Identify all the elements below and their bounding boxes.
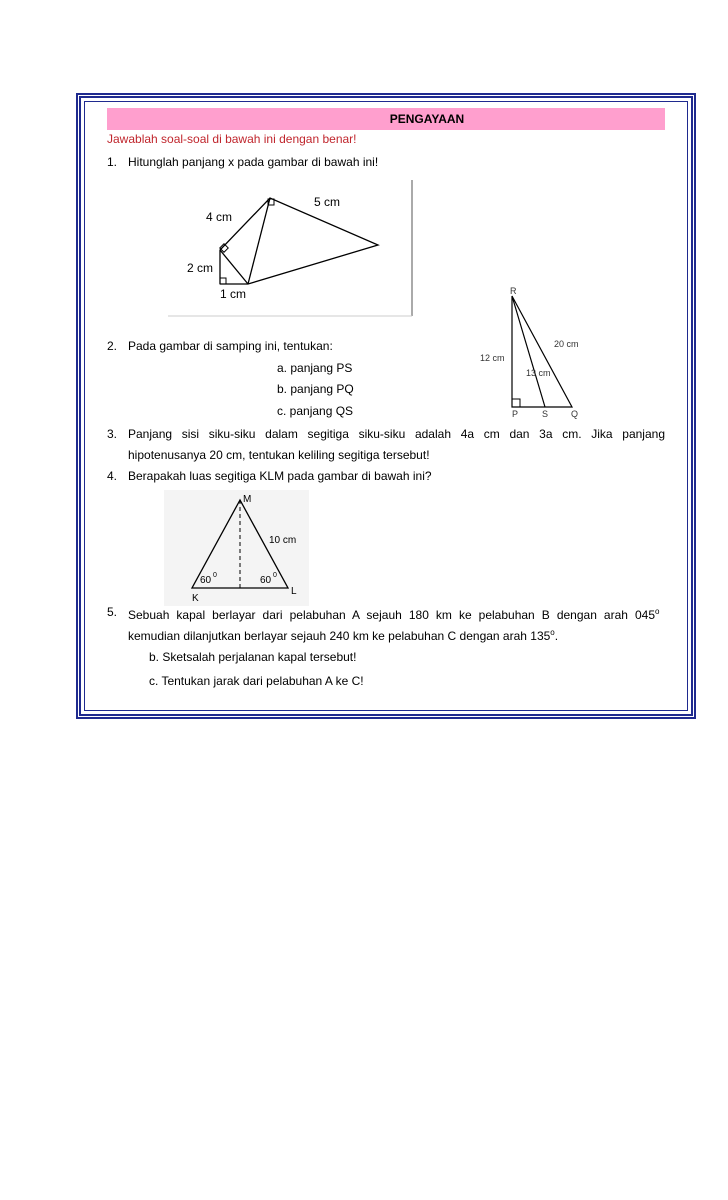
q5-line2-text: kemudian dilanjutkan berlayar sejauh 240 km ke pelabuhan C dengan arah 135 <box>128 629 551 643</box>
q1-label-4cm: 4 cm <box>206 210 233 224</box>
q4-text: Berapakah luas segitiga KLM pada gambar di bawah ini? <box>128 469 432 483</box>
q2-label-Q: Q <box>571 409 579 419</box>
q5-option-b: b. Sketsalah perjalanan kapal tersebut! <box>149 650 357 664</box>
q2-option-a: a. panjang PS <box>277 361 353 375</box>
q1-number: 1. <box>107 155 118 169</box>
q2-right-angle <box>512 399 520 407</box>
q5-line2 <box>128 626 558 643</box>
q2-figure <box>474 274 604 420</box>
q2-text: Pada gambar di samping ini, tentukan: <box>128 339 333 353</box>
q5-number: 5. <box>107 605 118 619</box>
q1-quad-outline <box>220 198 378 284</box>
q1-label-1cm: 1 cm <box>220 287 247 301</box>
q5-line1-degree: o <box>655 607 660 616</box>
q3-number: 3. <box>107 427 118 441</box>
q5-line2-degree: o <box>550 628 555 637</box>
q4-label-10cm: 10 cm <box>269 535 297 546</box>
q3-text-line2: hipotenusanya 20 cm, tentukan keliling segitiga tersebut! <box>128 448 430 462</box>
q2-triangle-RPQ <box>512 296 572 407</box>
q4-figure <box>164 490 309 606</box>
q1-text: Hitunglah panjang x pada gambar di bawah ini! <box>128 155 379 169</box>
q2-option-c: c. panjang QS <box>277 404 354 418</box>
q4-angle-K: 60 <box>200 575 212 586</box>
q1-right-angle-bottom <box>220 278 226 284</box>
q2-label-12cm: 12 cm <box>480 353 505 363</box>
q2-label-S: S <box>542 409 549 419</box>
q2-label-13cm: 13 cm <box>526 368 551 378</box>
q5-option-c: c. Tentukan jarak dari pelabuhan A ke C! <box>149 674 364 688</box>
q2-option-b: b. panjang PQ <box>277 382 354 396</box>
q4-label-M: M <box>243 494 252 505</box>
q2-segment-RS <box>512 296 545 407</box>
q5-line1-text: Sebuah kapal berlayar dari pelabuhan A sejauh 180 km ke pelabuhan B dengan arah 045 <box>128 608 655 622</box>
instruction-text: Jawablah soal-soal di bawah ini dengan benar! <box>107 132 357 146</box>
q1-figure <box>160 180 420 320</box>
q2-label-R: R <box>510 286 517 296</box>
q1-label-2cm: 2 cm <box>187 261 214 275</box>
q4-number: 4. <box>107 469 118 483</box>
q3-text-line1: Panjang sisi siku-siku dalam segitiga siku-siku adalah 4a cm dan 3a cm. Jika panjang <box>128 427 665 441</box>
q2-label-P: P <box>512 409 519 419</box>
q4-angle-K-degree: 0 <box>213 572 217 579</box>
q5-line2-end: . <box>554 629 559 643</box>
q5-line1 <box>128 605 668 622</box>
q4-angle-L-degree: 0 <box>273 572 277 579</box>
q2-number: 2. <box>107 339 118 353</box>
q1-diagonal-long <box>248 198 270 284</box>
q1-diagonal-short <box>220 250 248 284</box>
q1-label-5cm: 5 cm <box>314 195 341 209</box>
q4-label-K: K <box>192 593 199 604</box>
q4-label-L: L <box>291 586 297 597</box>
page-title: PENGAYAAN <box>389 112 465 126</box>
q4-angle-L: 60 <box>260 575 272 586</box>
q2-label-20cm: 20 cm <box>554 339 579 349</box>
